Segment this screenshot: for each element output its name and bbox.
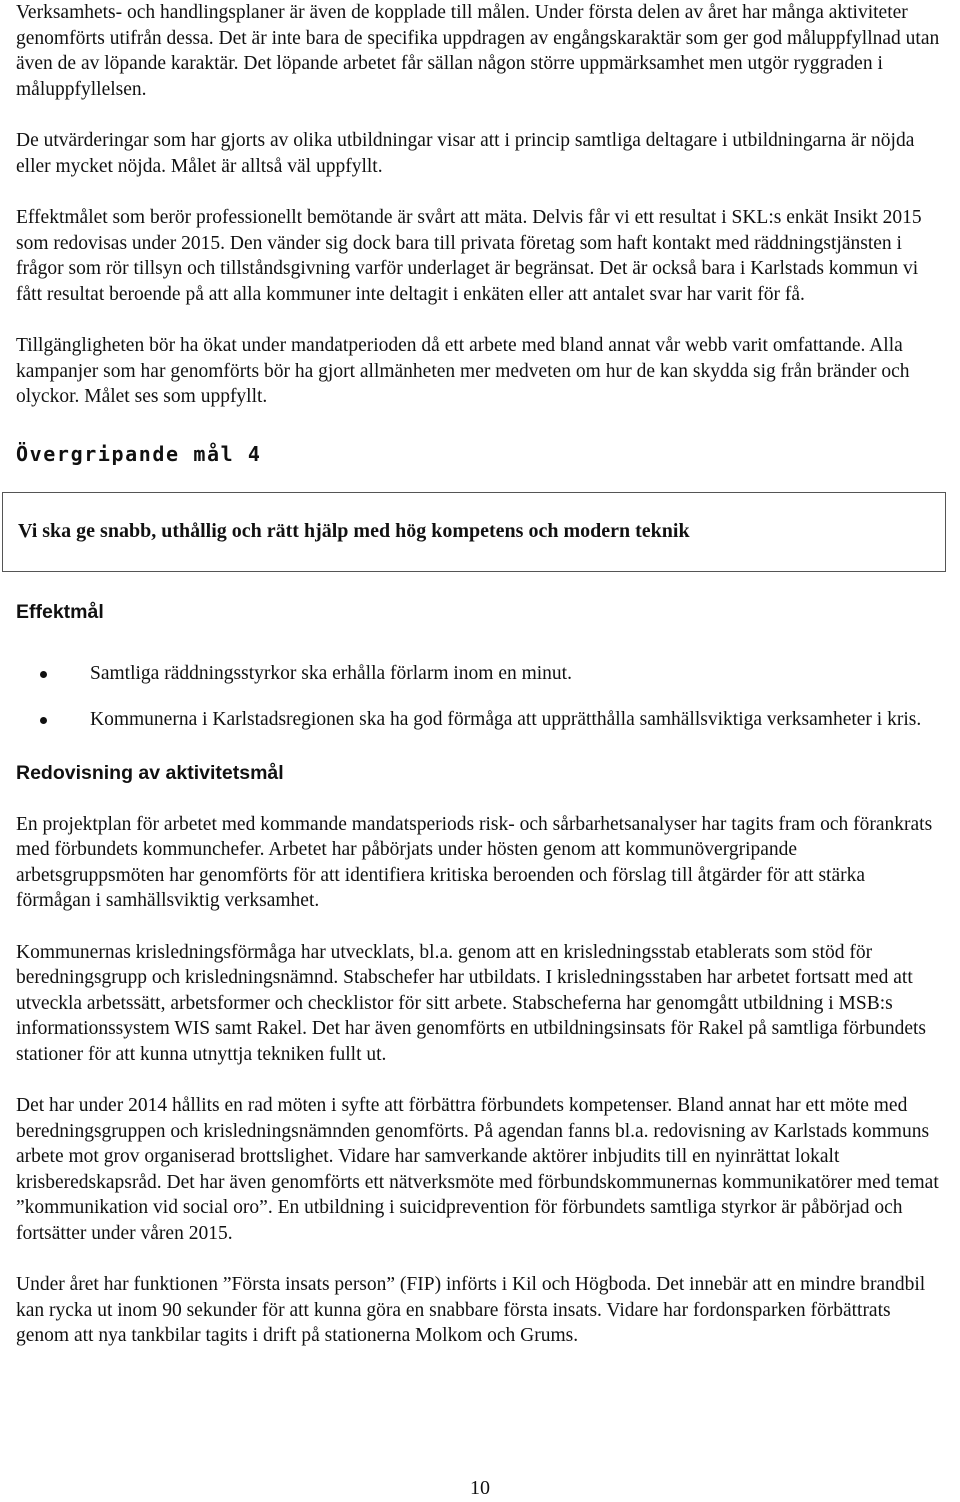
goal-box-text: Vi ska ge snabb, uthållig och rätt hjälp med hög kompetens och modern teknik bbox=[18, 519, 690, 542]
paragraph-project-plan: En projektplan för arbetet med kommande mandatsperiods risk- och sårbarhetsanalyser har tagits fram och förankrats med förbundets kommunchefer. Arbetet har påbörjats under hösten genom att kommunövergripande arbetsgruppsmöten har genomförts för att identifiera kritiska beroenden och förslag till åtgärder för att stärka förmågan i samhällsviktig verksamhet. bbox=[16, 813, 933, 911]
paragraph-fip: Under året har funktionen ”Första insats person” (FIP) införts i Kil och Högboda. Det innebär att en mindre brandbil kan rycka ut inom 90 sekunder för att kunna göra en snabbare första insats. Vidare har fordonsparken förbättrats genom att nya tankbilar tagits i drift på stationerna Molkom och Grums. bbox=[16, 1274, 926, 1346]
goal-box bbox=[2, 492, 946, 572]
redovisning-heading: Redovisning av aktivitetsmål bbox=[16, 761, 284, 784]
bullet-icon bbox=[40, 671, 47, 678]
list-item bbox=[16, 661, 944, 687]
list-item-text: Kommunerna i Karlstadsregionen ska ha god förmåga att upprätthålla samhällsviktiga verksamheter i kris. bbox=[90, 709, 922, 730]
page-number: 10 bbox=[470, 1477, 490, 1499]
bullet-icon bbox=[40, 717, 47, 724]
list-item-text: Samtliga räddningsstyrkor ska erhålla förlarm inom en minut. bbox=[90, 662, 572, 684]
paragraph-meetings: Det har under 2014 hållits en rad möten i syfte att förbättra förbundets kompetenser. Bland annat har ett möte med beredningsgruppen och krisledningsnämnden genomförts. På agendan fanns bl.a. redovisning av Karlstads kommuns arbete mot grov organiserad brottslighet. Vidare har samverkande aktörer inbjudits till en nyinrättat lokalt krisberedskapsråd. Det har även genomförts ett nätverksmöte med förbundskommunernas kommunikatörer med temat ”kommunikation vid social oro”. En utbildning i suicidprevention för förbundets samtliga styrkor är påbörjad och fortsätter under våren 2015. bbox=[16, 1095, 939, 1244]
paragraph-evaluations: De utvärderingar som har gjorts av olika utbildningar visar att i princip samtliga deltagare i utbildningarna är nöjda eller mycket nöjda. Målet är alltså väl uppfyllt. bbox=[16, 130, 915, 177]
document-page bbox=[16, 0, 944, 1349]
paragraph-plans: Verksamhets- och handlingsplaner är även de kopplade till målen. Under första delen av året har många aktiviteter genomförts utifrån dessa. Det är inte bara de specifika uppdragen av engångskaraktär som ger god måluppfyllnad utan även de av löpande karaktär. Det löpande arbetet får sällan någon större uppmärksamhet men utgör ryggraden i måluppfyllelsen. bbox=[16, 2, 940, 100]
list-item bbox=[16, 707, 944, 733]
effektmal-heading: Effektmål bbox=[16, 600, 104, 623]
goal-heading: Övergripande mål 4 bbox=[16, 441, 262, 466]
paragraph-effect-goal: Effektmålet som berör professionellt bemötande är svårt att mäta. Delvis får vi ett resultat i SKL:s enkät Insikt 2015 som redovisas under 2015. Den vänder sig dock bara till privata företag som haft kontakt med räddningstjänsten i frågor som rör tillsyn och tillståndsgivning varför underlaget är begränsat. Det är också bara i Karlstads kommun vi fått resultat beroende på att alla kommuner inte deltagit i enkäten eller att antalet svar har varit för få. bbox=[16, 207, 922, 305]
paragraph-crisis-management: Kommunernas krisledningsförmåga har utvecklats, bl.a. genom att en krisledningsstab etablerats som stöd för beredningsgrupp och krisledningsnämnd. Stabschefer har utbildats. I krisledningsstaben har arbetet fortsatt med att utveckla arbetssätt, arbetsformer och checklistor för sitt arbete. Stabscheferna har genomgått utbildning i MSB:s informationssystem WIS samt Rakel. Det har även genomförts en utbildningsinsats för Rakel på samtliga förbundets stationer för att kunna utnyttja tekniken fullt ut. bbox=[16, 941, 927, 1065]
paragraph-accessibility: Tillgängligheten bör ha ökat under mandatperioden då ett arbete med bland annat vår webb varit omfattande. Alla kampanjer som har genomförts bör ha gjort allmänheten mer medveten om hur de kan skydda sig från bränder och olyckor. Målet ses som uppfyllt. bbox=[16, 335, 910, 407]
effektmal-list bbox=[16, 661, 944, 733]
